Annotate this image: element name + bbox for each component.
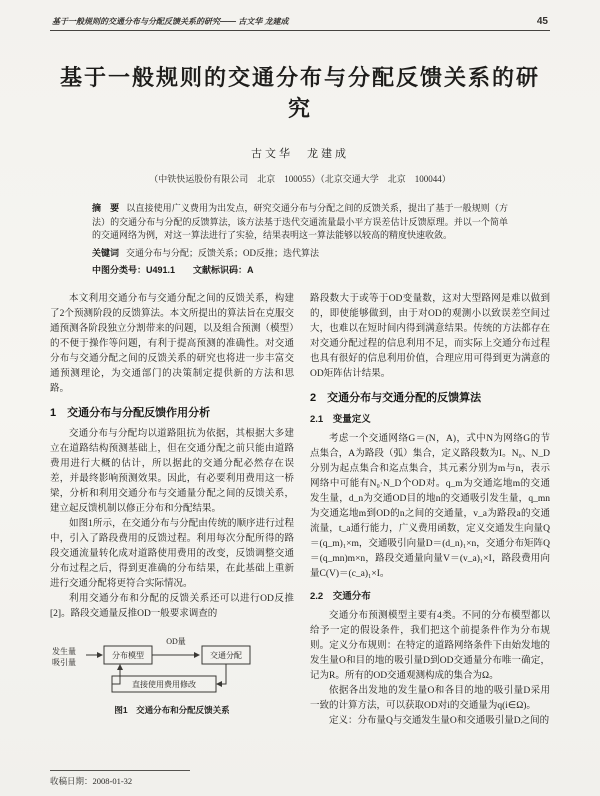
running-title: 基于一般规则的交通分布与分配反馈关系的研究—— 古文华 龙建成 (52, 17, 289, 26)
body-columns (50, 292, 550, 729)
paragraph: 如图1所示，在交通分布与分配由传统的顺序进行过程中，引入了路段费用的反馈过程。利用每次分配所得的路段交通流量转化成对道路使用费用的改变，反馈调整交通分布过程之后，得到更准确的分布结果，在此基础上重新进行交通分配将更符合实际情况。 (50, 518, 294, 589)
paragraph: 利用交通分布和分配的反馈关系还可以进行OD反推[2]。路段交通量反推OD一般要求调查的 (50, 593, 294, 619)
footnote (50, 770, 300, 787)
section-1-heading: 1 交通分布与分配反馈作用分析 (50, 406, 211, 419)
arrow-right-icon (194, 652, 200, 658)
paragraph: 考虑一个交通网络G＝(N，A)，式中N为网络G的节点集合，A为路段（弧）集合，定义路段数为I。N₀、N_D分别为起点集合和迄点集合，其元素分别为m与n，表示网络中可能有N₀·N_D个OD对。q_m为交通迄地m的交通发生量，d_n为交通OD目的地n的交通吸引发生量，q_mn为交通迄地m到OD的n之间的交通量，v_a为路段a的交通流量，t_a通行能力，广义费用函数，定义交通发生向量Q＝(q_m)₁×m，交通吸引向量D＝(d_n)₁×n，交通分布矩阵Q＝(q_mn)m×n，路段交通量向量V＝(v_a)₁×I，路段费用向量C(V)＝(c_a)₁×I。 (310, 433, 550, 579)
affiliations: （中铁快运股份有限公司 北京 100055）（北京交通大学 北京 100044） (149, 174, 451, 184)
paragraph: 路段数大于或等于OD变量数，这对大型路网是难以做到的，即使能够做到，由于对OD的观测小以致误差空间过大，也难以在短时间内得到满意结果。传统的方法都存在对交通分配过程的信息利用不足，而实际上交通分布过程也具有很好的信息利用价值，合理应用可得到更为满意的OD矩阵估计结果。 (310, 293, 550, 379)
section-2-2-heading: 2.2 交通分布 (310, 590, 371, 602)
diagram-label-traffic-assignment: 交通分配 (210, 650, 242, 660)
keywords-text: 交通分布与分配；反馈关系；OD反推；迭代算法 (126, 247, 320, 258)
figure-1-caption: 图1 交通分布和分配反馈关系 (114, 704, 230, 715)
paragraph: 本文利用交通分布与交通分配之间的反馈关系，构建了2个预测阶段的反馈算法。本文所提出的算法旨在克服交通预测各阶段独立分割带来的问题，以及组合预测（模型）的不便于操作等问题，有利于提高预测的准确性。对交通分布与交通分配之间的反馈关系的研究也将进一步丰富交通预测理论，为交通部门的决策制定提供新的方法和思路。 (50, 293, 294, 394)
abstract-text: 以直接使用广义费用为出发点，研究交通分布与分配之间的反馈关系，提出了基于一般规则（方法）的交通分布与分配的反馈算法，该方法基于迭代交通流量最小平方误差估计反馈原理。并以一个简单的交通网络为例，对这一算法进行了实验，结果表明这一算法能够以较高的精度快速收敛。 (92, 203, 508, 240)
left-column (50, 292, 294, 729)
running-header (50, 16, 550, 27)
diagram-node-attraction: 吸引量 (52, 657, 76, 667)
paragraph: 依据各出发地的发生量O和各目的地的吸引量D采用一致的计算方法，可以获取OD对i的交通量为q(i∈Ω)。 (310, 685, 550, 711)
arrow-left-icon (216, 681, 222, 687)
authors: 古文华 龙建成 (251, 148, 349, 160)
keywords-line (92, 247, 508, 260)
keywords-label: 关键词 (92, 247, 120, 258)
feedback-line-up (112, 670, 120, 684)
arrow-up-icon (117, 664, 123, 670)
diagram-node-generation: 发生量 (52, 646, 76, 656)
footnote-rule (50, 770, 190, 771)
abstract-block (92, 202, 508, 243)
diagram-label-od-volume: OD量 (166, 636, 186, 646)
header-rule (50, 30, 550, 31)
section-2-heading: 2 交通分布与交通分配的反馈算法 (310, 391, 482, 404)
paper-title: 基于一般规则的交通分布与分配反馈关系的研究 (59, 65, 540, 121)
figure-1 (50, 634, 294, 718)
figure-1-diagram (50, 634, 294, 698)
received-date: 收稿日期：2008-01-32 (50, 776, 133, 786)
diagram-label-distribution-model: 分布模型 (112, 650, 144, 660)
paragraph: 交通分布预测模型主要有4类。不同的分布模型都以给予一定的假设条件，我们把这个前提条件作为分布规则。定义分布规则：在特定的道路网络条件下由始发地的发生量O和目的地的吸引量D到OD交通量分布唯一确定，记为R。所有的OD交通观测构成的集合为Ω。 (310, 610, 550, 681)
feedback-line-down (222, 664, 226, 684)
arrow-right-icon (97, 652, 103, 658)
right-column (310, 292, 550, 729)
section-2-1-heading: 2.1 变量定义 (310, 413, 371, 425)
page-number: 45 (536, 16, 548, 27)
paragraph: 交通分布与分配均以道路阻抗为依据，其根据大多建立在道路结构预测基础上，但在交通分配之前只能由道路费用进行大概的估计，所以据此的交通分配必然存在误差，并最终影响预测效果。因此，有必要利用费用这一桥梁，分析和利用交通分布与交通量分配之间的反馈关系，建立起反馈机制以修正分布和分配结果。 (50, 428, 294, 514)
diagram-label-cost-update: 直接使用费用修改 (132, 679, 196, 689)
abstract-label: 摘 要 (92, 203, 120, 213)
paragraph: 定义：分布量Q与交通发生量O和交通吸引量D之间的 (329, 715, 550, 726)
classification-line: 中图分类号：U491.1 文献标识码：A (92, 264, 254, 275)
